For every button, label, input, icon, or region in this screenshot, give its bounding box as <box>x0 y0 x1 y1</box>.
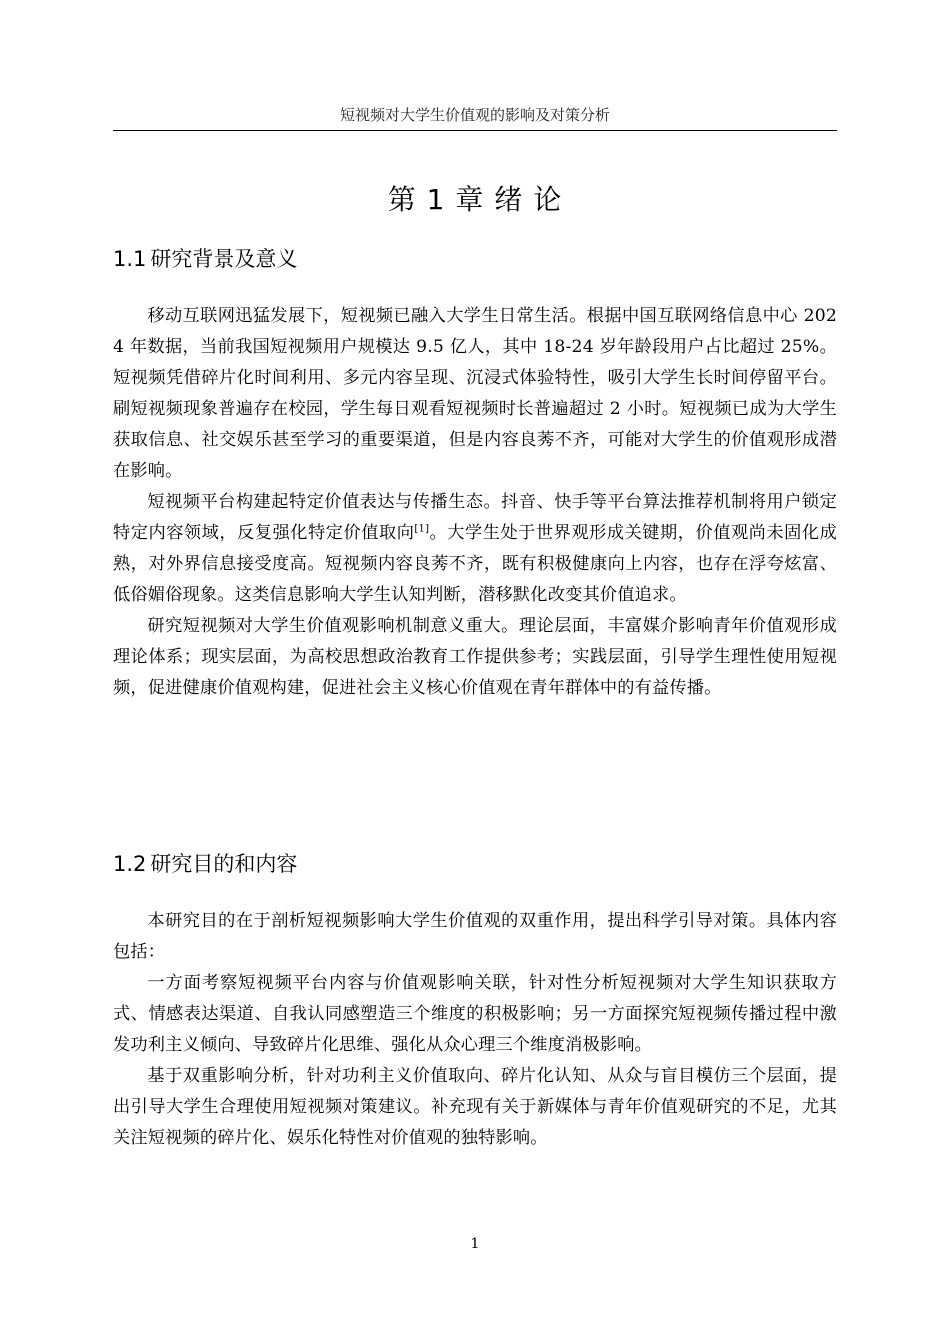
section-heading-1-1 <box>113 244 837 274</box>
paragraph-text: 。大学生处于世界观形成关键期，价值观尚未固化成熟，对外界信息接受度高。短视频内容良莠不齐，既有积极健康向上内容，也存在浮夸炫富、低俗媚俗现象。这类信息影响大学生认知判断，潜移默化改变其价值追求。 <box>113 523 837 605</box>
section-number: 1.1 <box>113 247 147 271</box>
paragraph: 基于双重影响分析，针对功利主义价值取向、碎片化认知、从众与盲目模仿三个层面，提出引导大学生合理使用短视频对策建议。补充现有关于新媒体与青年价值观研究的不足，尤其关注短视频的碎片化、娱乐化特性对价值观的独特影响。 <box>113 1066 837 1148</box>
section-title: 研究背景及意义 <box>150 247 298 271</box>
section-heading-1-2 <box>113 849 837 879</box>
chapter-title: 第 1 章 绪 论 <box>387 183 563 216</box>
paragraph <box>113 487 837 611</box>
page-number: 1 <box>470 1236 480 1252</box>
header-rule <box>113 130 837 131</box>
paragraph: 移动互联网迅猛发展下，短视频已融入大学生日常生活。根据中国互联网络信息中心 2024 年数据，当前我国短视频用户规模达 9.5 亿人，其中 18-24 岁年龄段用户占比超过 25%。短视频凭借碎片化时间利用、多元内容呈现、沉浸式体验特性，吸引大学生长时间停留平台。刷短视频现象普遍存在校园，学生每日观看短视频时长普遍超过 2 小时。短视频已成为大学生获取信息、社交娱乐甚至学习的重要渠道，但是内容良莠不齐，可能对大学生的价值观形成潜在影响。 <box>113 306 837 481</box>
section-number: 1.2 <box>113 852 147 876</box>
citation-ref: [1] <box>414 523 430 535</box>
section-title: 研究目的和内容 <box>150 852 298 876</box>
paragraph: 本研究目的在于剖析短视频影响大学生价值观的双重作用，提出科学引导对策。具体内容包括： <box>113 911 837 962</box>
paragraph: 一方面考察短视频平台内容与价值观影响关联，针对性分析短视频对大学生知识获取方式、情感表达渠道、自我认同感塑造三个维度的积极影响；另一方面探究短视频传播过程中激发功利主义倾向、导致碎片化思维、强化从众心理三个维度消极影响。 <box>113 973 837 1055</box>
section-1-2-body <box>113 906 837 1154</box>
paragraph-text: 短视频平台构建起特定价值表达与传播生态。抖音、快手等平台算法推荐机制将用户锁定特定内容领域，反复强化特定价值取向 <box>113 492 837 543</box>
running-header: 短视频对大学生价值观的影响及对策分析 <box>339 106 610 124</box>
section-1-1-body <box>113 301 837 704</box>
paragraph: 研究短视频对大学生价值观影响机制意义重大。理论层面，丰富媒介影响青年价值观形成理论体系；现实层面，为高校思想政治教育工作提供参考；实践层面，引导学生理性使用短视频，促进健康价值观构建，促进社会主义核心价值观在青年群体中的有益传播。 <box>113 616 837 698</box>
